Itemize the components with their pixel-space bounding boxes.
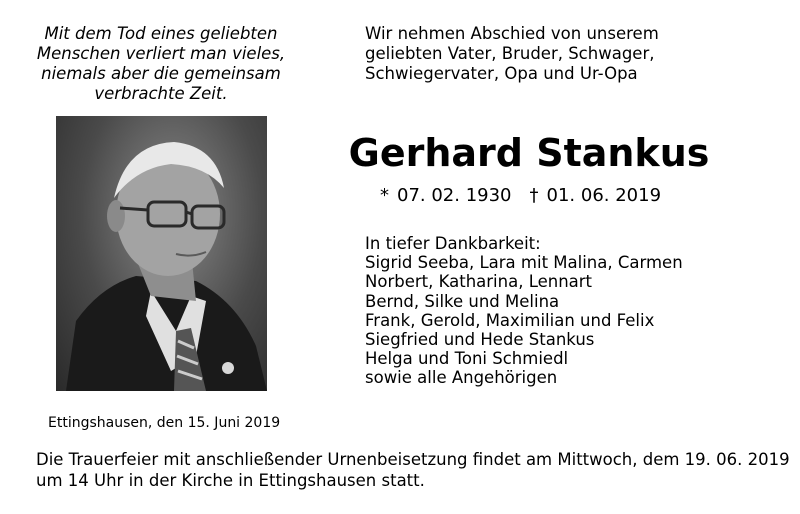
mourners-list bbox=[365, 234, 785, 388]
quote-line: Menschen verliert man vieles, bbox=[36, 44, 286, 63]
place-and-date: Ettingshausen, den 15. Juni 2019 bbox=[48, 415, 281, 431]
birth-date: 07. 02. 1930 bbox=[397, 185, 512, 206]
quote-line: verbrachte Zeit. bbox=[94, 84, 228, 103]
deceased-name: Gerhard Stankus bbox=[348, 131, 710, 175]
memorial-quote bbox=[20, 24, 302, 104]
farewell-intro bbox=[365, 24, 785, 84]
quote-line: Mit dem Tod eines geliebten bbox=[44, 24, 278, 43]
list-item: Norbert, Katharina, Lennart bbox=[365, 272, 593, 292]
portrait-image bbox=[56, 116, 267, 391]
list-item: sowie alle Angehörigen bbox=[365, 368, 558, 388]
list-item: Helga und Toni Schmiedl bbox=[365, 349, 569, 369]
death-cross-icon: † bbox=[529, 185, 539, 206]
portrait-photo bbox=[56, 116, 267, 391]
ceremony-info bbox=[36, 449, 790, 491]
birth-star-icon: * bbox=[380, 185, 389, 206]
ceremony-line: Die Trauerfeier mit anschließender Urnenbeisetzung findet am Mittwoch, dem 19. 06. 2019 bbox=[36, 450, 790, 469]
list-item: Siegfried und Hede Stankus bbox=[365, 330, 595, 350]
intro-line: geliebten Vater, Bruder, Schwager, bbox=[365, 44, 655, 63]
list-item: Sigrid Seeba, Lara mit Malina, Carmen bbox=[365, 253, 683, 273]
quote-line: niemals aber die gemeinsam bbox=[41, 64, 281, 83]
intro-line: Wir nehmen Abschied von unserem bbox=[365, 24, 659, 43]
list-item: Bernd, Silke und Melina bbox=[365, 291, 560, 311]
list-item: Frank, Gerold, Maximilian und Felix bbox=[365, 310, 655, 330]
death-date: 01. 06. 2019 bbox=[546, 185, 662, 206]
intro-line: Schwiegervater, Opa und Ur-Opa bbox=[365, 64, 638, 83]
list-item: In tiefer Dankbarkeit: bbox=[365, 234, 541, 253]
ceremony-line: um 14 Uhr in der Kirche in Ettingshausen statt. bbox=[36, 471, 425, 490]
life-dates bbox=[380, 183, 780, 209]
